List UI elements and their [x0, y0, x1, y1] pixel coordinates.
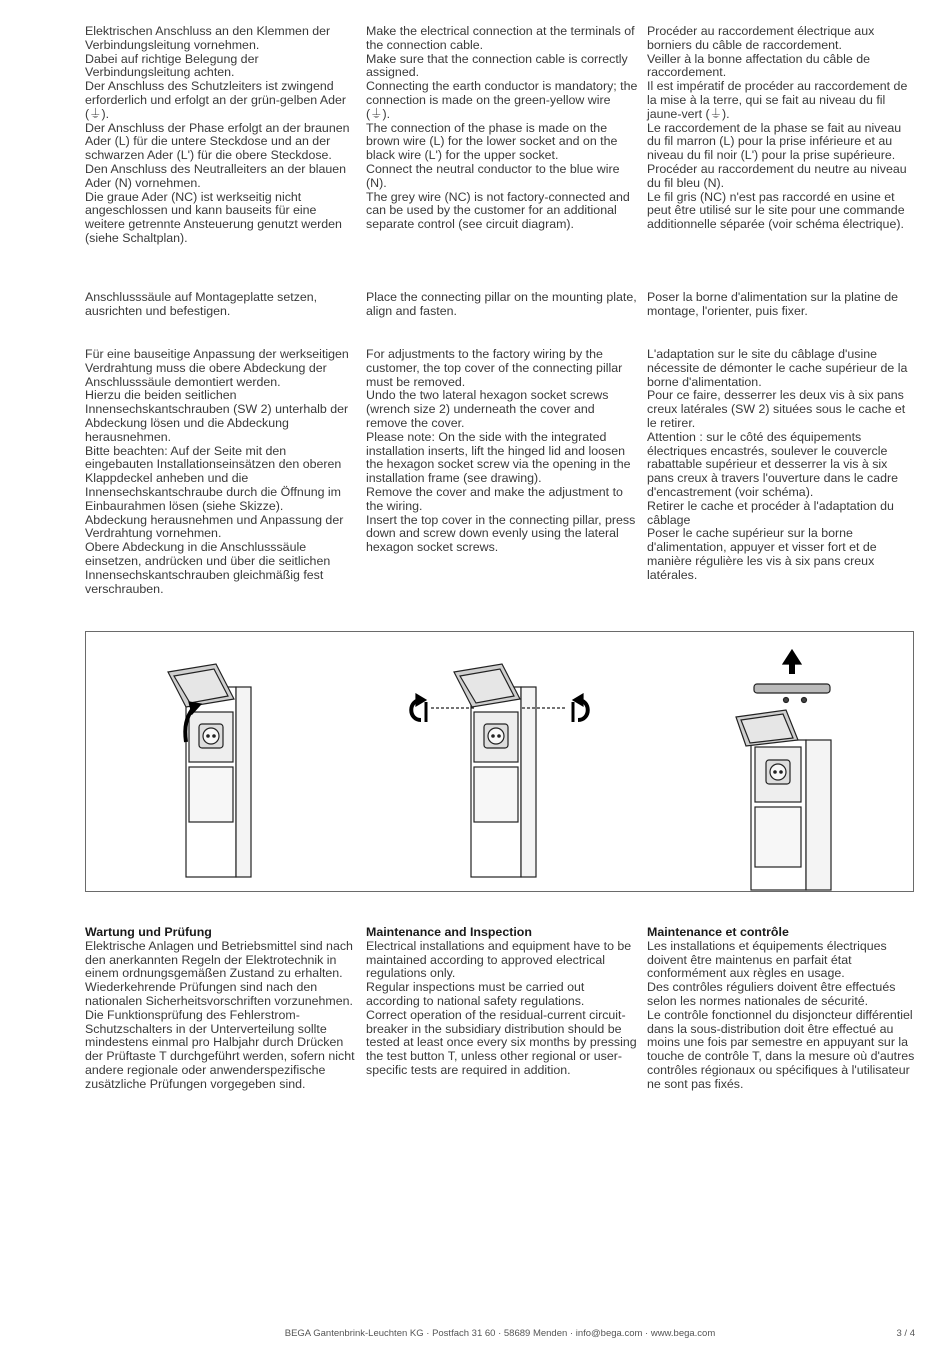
section3-de-text: Für eine bauseitige Anpassung der werkseitigen Verdrahtung muss die obere Abdeckung der Anschlusssäule demontiert werden. Hierzu die beiden seitlichen Innensechskantschrauben (SW 2) unterhalb der Abdeckung lösen und die Abdeckung herausnehmen. Bitte beachten: Auf der Seite mit den eingebauten Installationseinsätzen den oberen Klappdeckel anheben und die Innensechskantschraube durch die Öffnung im Einbaurahmen lösen (siehe Skizze). Abdeckung herausnehmen und Anpassung der Verdrahtung vornehmen. Obere Abdeckung in die Anschlusssäule einsetzen, andrücken und über die seitlichen Innensechskantschrauben gleichmäßig fest verschrauben.: [85, 347, 349, 596]
maintenance-de: [85, 926, 357, 1092]
section1-fr: [647, 25, 915, 232]
section1-en: [366, 25, 638, 232]
maintenance-fr-text: Les installations et équipements électriques doivent être maintenus en parfait état conformément aux règles en usage. Des contrôles réguliers doivent être effectués selon les normes nationales de sécurité. Le contrôle fonctionnel du disjoncteur différentiel dans la sous-distribution doit être effectué au moins une fois par semestre en appuyant sur la touche de contrôle T, dans la mesure où d'autres contrôles régionaux ou spécifiques à l'utilisateur ne sont pas fixés.: [647, 938, 915, 1091]
maintenance-en-text: Electrical installations and equipment have to be maintained according to approved electrical regulations only. Regular inspections must be carried out according to national safety regulations. Correct operation of the residual-current circuit-breaker in the subsidiary distribution should be tested at least once every six months by pressing the test button T, unless other regional or user-specific tests are required in addition.: [366, 938, 637, 1077]
section3-fr: [647, 348, 915, 583]
section2-fr: [647, 291, 915, 319]
section3-en-text: For adjustments to the factory wiring by the customer, the top cover of the connecting pillar must be removed. Undo the two lateral hexagon socket screws (wrench size 2) underneath the cover and remove the cover. Please note: On the side with the integrated installation inserts, lift the hinged lid and loosen the hexagon socket screw via the opening in the installation frame (see drawing). Remove the cover and make the adjustment to the wiring. Insert the top cover in the connecting pillar, press down and screw down evenly using the lateral hexagon socket screws.: [366, 347, 636, 555]
footer-company: BEGA Gantenbrink-Leuchten KG · Postfach 31 60 · 58689 Menden · info@bega.com · www.bega.com: [284, 1328, 716, 1339]
section1-fr-text: Procéder au raccordement électrique aux borniers du câble de raccordement. Veiller à la bonne affectation du câble de raccordement. Il est impératif de procéder au raccordement de la mise à la terre, qui se fait au niveau du fil jaune-vert (⏚). Le raccordement de la phase se fait au niveau du fil marron (L) pour la prise inférieure et au niveau du fil noir (L') pour la prise supérieure. Procéder au raccordement du neutre au niveau du fil bleu (N). Le fil gris (NC) n'est pas raccordé en usine et peut être utilisé sur le site pour une commande additionnelle séparée (voir schéma électrique).: [647, 24, 908, 232]
section2-de: [85, 291, 357, 319]
maintenance-fr-title: Maintenance et contrôle: [647, 925, 789, 939]
page-number: 3 / 4: [896, 1328, 915, 1339]
maintenance-en: [366, 926, 638, 1078]
maintenance-fr: [647, 926, 915, 1092]
section1-de-text: Elektrischen Anschluss an den Klemmen der Verbindungsleitung vornehmen. Dabei auf richtige Belegung der Verbindungsleitung achten. Der Anschluss des Schutzleiters ist zwingend erforderlich und erfolgt an der grün-gelben Ader (⏚). Der Anschluss der Phase erfolgt an der braunen Ader (L) für die untere Steckdose und an der schwarzen Ader (L') für die obere Steckdose. Den Anschluss des Neutralleiters an der blauen Ader (N) vornehmen. Die graue Ader (NC) ist werkseitig nicht angeschlossen und kann bauseits für eine weitere getrennte Ansteuerung genutzt werden (siehe Schaltplan).: [85, 24, 350, 245]
installation-figure: [85, 631, 914, 892]
section3-de: [85, 348, 357, 596]
section2-fr-text: Poser la borne d'alimentation sur la platine de montage, l'orienter, puis fixer.: [647, 290, 899, 318]
section3-fr-text: L'adaptation sur le site du câblage d'usine nécessite de démonter le cache supérieur de la borne d'alimentation. Pour ce faire, desserrer les deux vis à six pans creux latérales (SW 2) situées sous le cache et le retirer. Attention : sur le côté des équipements électriques encastrés, soulever le couvercle rabattable supérieur et desserrer la vis à six pans creux à travers l'ouverture dans le cadre d'encastrement (voir schéma). Retirer le cache et procéder à l'adaptation du câblage Poser le cache supérieur sur la borne d'alimentation, appuyer et visser fort et de manière régulière les vis à six pans creux latérales.: [647, 347, 908, 582]
maintenance-de-text: Elektrische Anlagen und Betriebsmittel sind nach den anerkannten Regeln der Elektrotechnik in einem ordnungsgemäßen Zustand zu erhalten. Wiederkehrende Prüfungen sind nach den nationalen Sicherheitsvorschriften vorzunehmen. Die Funktionsprüfung des Fehlerstrom-Schutzschalters in der Unterverteilung sollte mindestens einmal pro Halbjahr durch Drücken der Prüftaste T durchgeführt werden, sofern nicht andere regionale oder anwenderspezifische zusätzliche Prüfungen vorgegeben sind.: [85, 938, 355, 1091]
installation-drawing: [86, 632, 913, 891]
section2-en-text: Place the connecting pillar on the mounting plate, align and fasten.: [366, 290, 637, 318]
section2-en: [366, 291, 638, 319]
maintenance-de-title: Wartung und Prüfung: [85, 925, 212, 939]
pillar-2-drawing: [411, 664, 588, 877]
maintenance-en-title: Maintenance and Inspection: [366, 925, 532, 939]
pillar-3-drawing: [736, 650, 831, 890]
section2-de-text: Anschlusssäule auf Montageplatte setzen, ausrichten und befestigen.: [85, 290, 318, 318]
section1-de: [85, 25, 357, 246]
section1-en-text: Make the electrical connection at the terminals of the connection cable. Make sure that the connection cable is correctly assigned. Connecting the earth conductor is mandatory; the connection is made on the green-yellow wire (⏚). The connection of the phase is made on the brown wire (L) for the lower socket and on the black wire (L') for the upper socket. Connect the neutral conductor to the blue wire (N). The grey wire (NC) is not factory-connected and can be used by the customer for an additional separate control (see circuit diagram).: [366, 24, 638, 232]
pillar-1-drawing: [168, 664, 251, 877]
section3-en: [366, 348, 638, 555]
